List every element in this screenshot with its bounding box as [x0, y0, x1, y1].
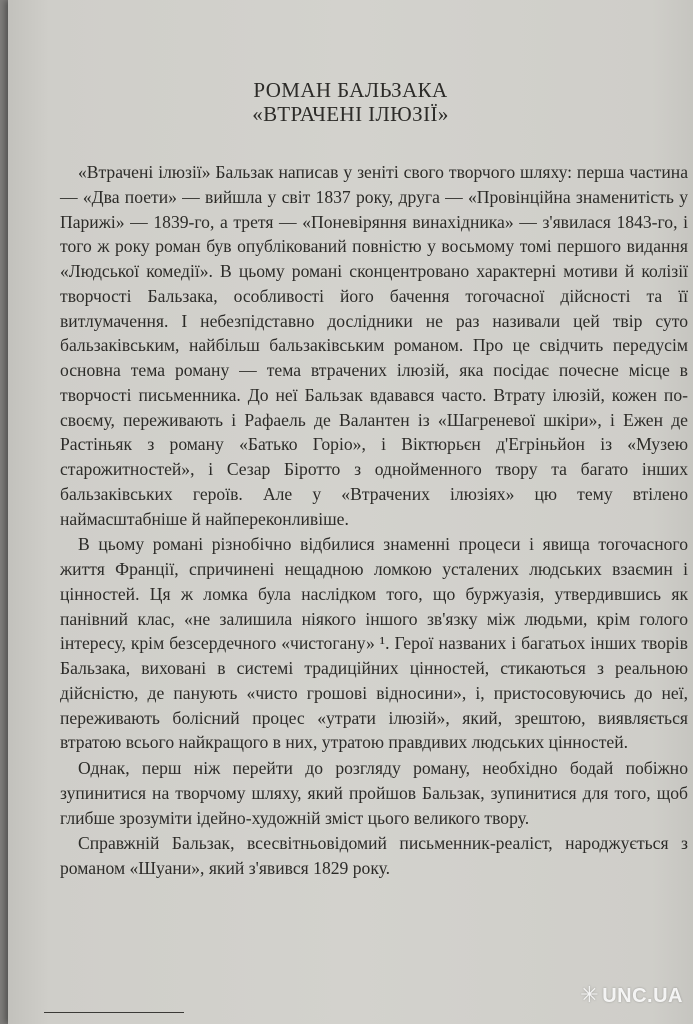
watermark-logo-icon: ✳ [580, 982, 600, 1007]
watermark-text: UNC.UA [602, 985, 683, 1007]
paragraph-2: В цьому романі різнобічно відбилися знаменні процеси і явища тогочасного життя Франції, спричинені нещадною ломкою усталених людських взаємин і цінностей. Ця ж ломка була наслідком того, що буржуазія, утвердившись як панівний клас, «не залишила ніякого іншого зв'язку між людьми, крім голого інтересу, крім безсердечного «чистогану» ¹. Герої названих і багатьох інших творів Бальзака, виховані в системі традиційних цінностей, стикаються з реальною дійсністю, де панують «чисто грошові відносини», і, пристосовуючись до неї, переживають болісний процес «утрати ілюзій», який, зрештою, виявляється втратою всього найкращого в них, утратою правдивих людських цінностей. [60, 534, 688, 753]
chapter-title-line-2: «ВТРАЧЕНІ ІЛЮЗІЇ» [252, 102, 449, 126]
watermark [580, 982, 683, 1008]
paragraph-4: Справжній Бальзак, всесвітньовідомий письменник-реаліст, народжується з романом «Шуани», який з'явився 1829 року. [60, 833, 688, 878]
body-text [60, 160, 688, 881]
book-page [8, 0, 693, 1024]
chapter-title-line-1: РОМАН БАЛЬЗАКА [253, 78, 448, 102]
footnote-separator [44, 1012, 184, 1013]
paragraph-1: «Втрачені ілюзії» Бальзак написав у зеніті свого творчого шляху: перша частина — «Два поети» — вийшла у світ 1837 року, друга — «Провінційна знаменитість у Парижі» — 1839-го, а третя — «Поневіряння винахідника» — з'явилася 1843-го, і того ж року роман був опублікований повністю у восьмому томі першого видання «Людської комедії». В цьому романі сконцентровано характерні мотиви й колізії творчості Бальзака, особливості його бачення тогочасної дійсності та її витлумачення. І небезпідставно дослідники не раз називали цей твір суто бальзаківським, найбільш бальзаківським романом. Про це свідчить передусім основна тема роману — тема втрачених ілюзій, яка посідає почесне місце в творчості письменника. До неї Бальзак вдавався часто. Втрату ілюзій, кожен по-своєму, переживають і Рафаель де Валантен із «Шагреневої шкіри», і Ежен де Растіньяк з роману «Батько Горіо», і Віктюрьєн д'Егріньйон із «Музею старожитностей», і Сезар Біротто з однойменного твору та багато інших бальзаківських героїв. Але у «Втрачених ілюзіях» цю тему втілено наймасштабніше й найпереконливіше. [60, 162, 688, 529]
paragraph-3: Однак, перш ніж перейти до розгляду роману, необхідно бодай побіжно зупинитися на творчому шляху, який пройшов Бальзак, зупинитися для того, щоб глибше зрозуміти ідейно-художній зміст цього великого твору. [60, 758, 688, 828]
